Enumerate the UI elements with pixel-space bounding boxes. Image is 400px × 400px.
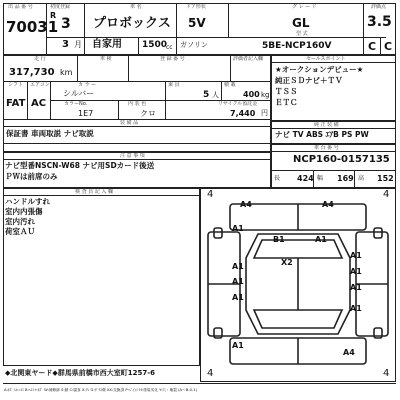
color: シルバー	[63, 89, 95, 98]
sales-point-3: ＴＳＳ	[275, 87, 298, 96]
lot-label: 出 品 番 号	[8, 4, 33, 10]
mileage: 317,730	[9, 67, 55, 78]
damage-legend: A:ｷｽﾞ U:ﾍｺﾐ B:ﾍｺﾐ+ｷｽﾞ W:補修跡 S:錆 C:腐食 X:ﾜﾚ G:ｶﾞﾗｽ傷 XX:交換済 P:ﾍﾟｲﾝﾄ H:塗装劣化 Y:穴・亀裂 (A〜B-0-1)	[4, 388, 198, 392]
damage-label: A1	[350, 267, 362, 276]
registration-month: 3	[62, 39, 69, 50]
model-type: 5BE-NCP160V	[262, 41, 332, 51]
interior-color-label: 内 装 色	[128, 101, 147, 107]
fuel: ガソリン	[180, 41, 208, 49]
damage-label: A1	[232, 293, 244, 302]
era: R	[50, 11, 57, 20]
shift-label: シフト	[8, 82, 24, 88]
usage: 自家用	[92, 39, 122, 50]
damage-label: A1	[232, 262, 244, 271]
corner-mark: 4	[207, 368, 214, 379]
exterior-score: C	[384, 40, 393, 53]
chassis-title: 車 台 番 号	[314, 145, 339, 151]
capacity: 5	[203, 90, 210, 100]
damage-label: A1	[350, 304, 362, 313]
car-diagram	[200, 188, 396, 382]
damage-label: A1	[232, 224, 244, 233]
first-registration-label: 初度登録	[50, 4, 71, 10]
grade-label: グ レ ー ド	[292, 4, 317, 10]
model-name: プロボックス	[93, 16, 171, 31]
color-number: 1E7	[78, 109, 94, 118]
damage-label: A1	[350, 283, 362, 292]
registration-number-label: 登 録 番 号	[160, 56, 185, 62]
equipment-list: 保証書 車両取説 ナビ取説	[6, 129, 94, 138]
sales-point-title: セールスポイント	[306, 56, 346, 62]
door-label: ドア形状	[186, 4, 206, 10]
damage-label: A1	[232, 341, 244, 350]
door-type: 5V	[188, 16, 206, 30]
load-unit: kg	[261, 91, 270, 99]
height-label: 高	[358, 175, 365, 182]
displacement: 1500	[142, 40, 168, 50]
month-unit: 月	[74, 40, 82, 49]
capacity-label: 乗 員	[168, 82, 180, 88]
options-title: 純 正 装 備	[314, 122, 339, 128]
sales-point-1: ★オークションデビュー★	[275, 65, 364, 74]
damage-label: A4	[322, 200, 334, 209]
cc-unit: cc	[166, 44, 173, 51]
recycle-fee: 7,440	[230, 109, 256, 118]
notes-line-2: ＰＷは前席のみ	[5, 172, 58, 181]
color-number-label: カラーNo.	[64, 101, 88, 107]
shift: FAT	[6, 98, 26, 109]
equipment-title: 装 備 品	[120, 120, 139, 126]
width-label: 幅	[317, 175, 324, 182]
type-label: 型 式	[296, 31, 308, 37]
inspector-line-2: 室内内張傷	[5, 207, 43, 216]
damage-label: X2	[281, 258, 293, 267]
model-label: 車 名	[130, 4, 142, 10]
damage-label: A1	[232, 277, 244, 286]
corner-mark: 4	[383, 189, 390, 200]
ac-label: エアコン	[30, 82, 50, 88]
registration-year: 3	[61, 16, 71, 32]
grade: GL	[292, 16, 310, 30]
length-label: 長	[274, 175, 281, 182]
sales-point-2: 純正ＳＤナビ＋ＴＶ	[275, 76, 343, 85]
color-label: カ ラ ー	[78, 82, 97, 88]
air-conditioner: AC	[31, 98, 47, 109]
notes-title: 注 意 事 項	[120, 153, 145, 159]
mileage-label: 走 行	[34, 56, 46, 62]
corner-mark: 4	[207, 189, 214, 200]
interior-score: C	[368, 40, 377, 53]
inspector-line-3: 室内汚れ	[5, 217, 35, 226]
vehicle-inspection-label: 車 検	[100, 56, 112, 62]
sales-point-4: ＥＴＣ	[275, 98, 298, 107]
height: 152	[377, 174, 394, 183]
mileage-unit: km	[60, 68, 73, 77]
inspector-title: 検 査 員 記 入 欄	[75, 189, 113, 195]
rating-note-label: 評価者記入欄	[233, 56, 264, 62]
capacity-unit: 人	[212, 91, 219, 99]
score-label: 評価点	[371, 4, 387, 10]
options-list: ナビ TV ABS ｴｱB PS PW	[275, 130, 369, 139]
load-capacity: 400	[243, 90, 260, 99]
yard-address: ◆北関東ヤード◆群馬県前橋市西大室町1257-6	[5, 369, 156, 377]
width: 169	[337, 174, 354, 183]
load-label: 積 載	[224, 82, 236, 88]
damage-label: A1	[350, 251, 362, 260]
damage-label: A4	[240, 200, 252, 209]
corner-mark: 4	[383, 368, 390, 379]
recycle-unit: 円	[261, 109, 268, 117]
damage-label: A4	[343, 348, 355, 357]
lot-number: 70031	[6, 18, 59, 36]
length: 424	[297, 174, 314, 183]
damage-label: B1	[273, 235, 285, 244]
recycle-fee-label: リサイクル預託金	[218, 101, 258, 107]
overall-score: 3.5	[367, 14, 392, 30]
notes-line-1: ナビ型番NSCN-W68 ナビ用SDカード後送	[5, 161, 155, 170]
damage-label: A1	[315, 235, 327, 244]
chassis-number: NCP160-0157135	[293, 154, 390, 165]
inspector-line-4: 荷室ＡＵ	[5, 227, 35, 236]
interior-color: クロ	[140, 109, 156, 118]
inspector-line-1: ハンドルすれ	[5, 197, 50, 206]
